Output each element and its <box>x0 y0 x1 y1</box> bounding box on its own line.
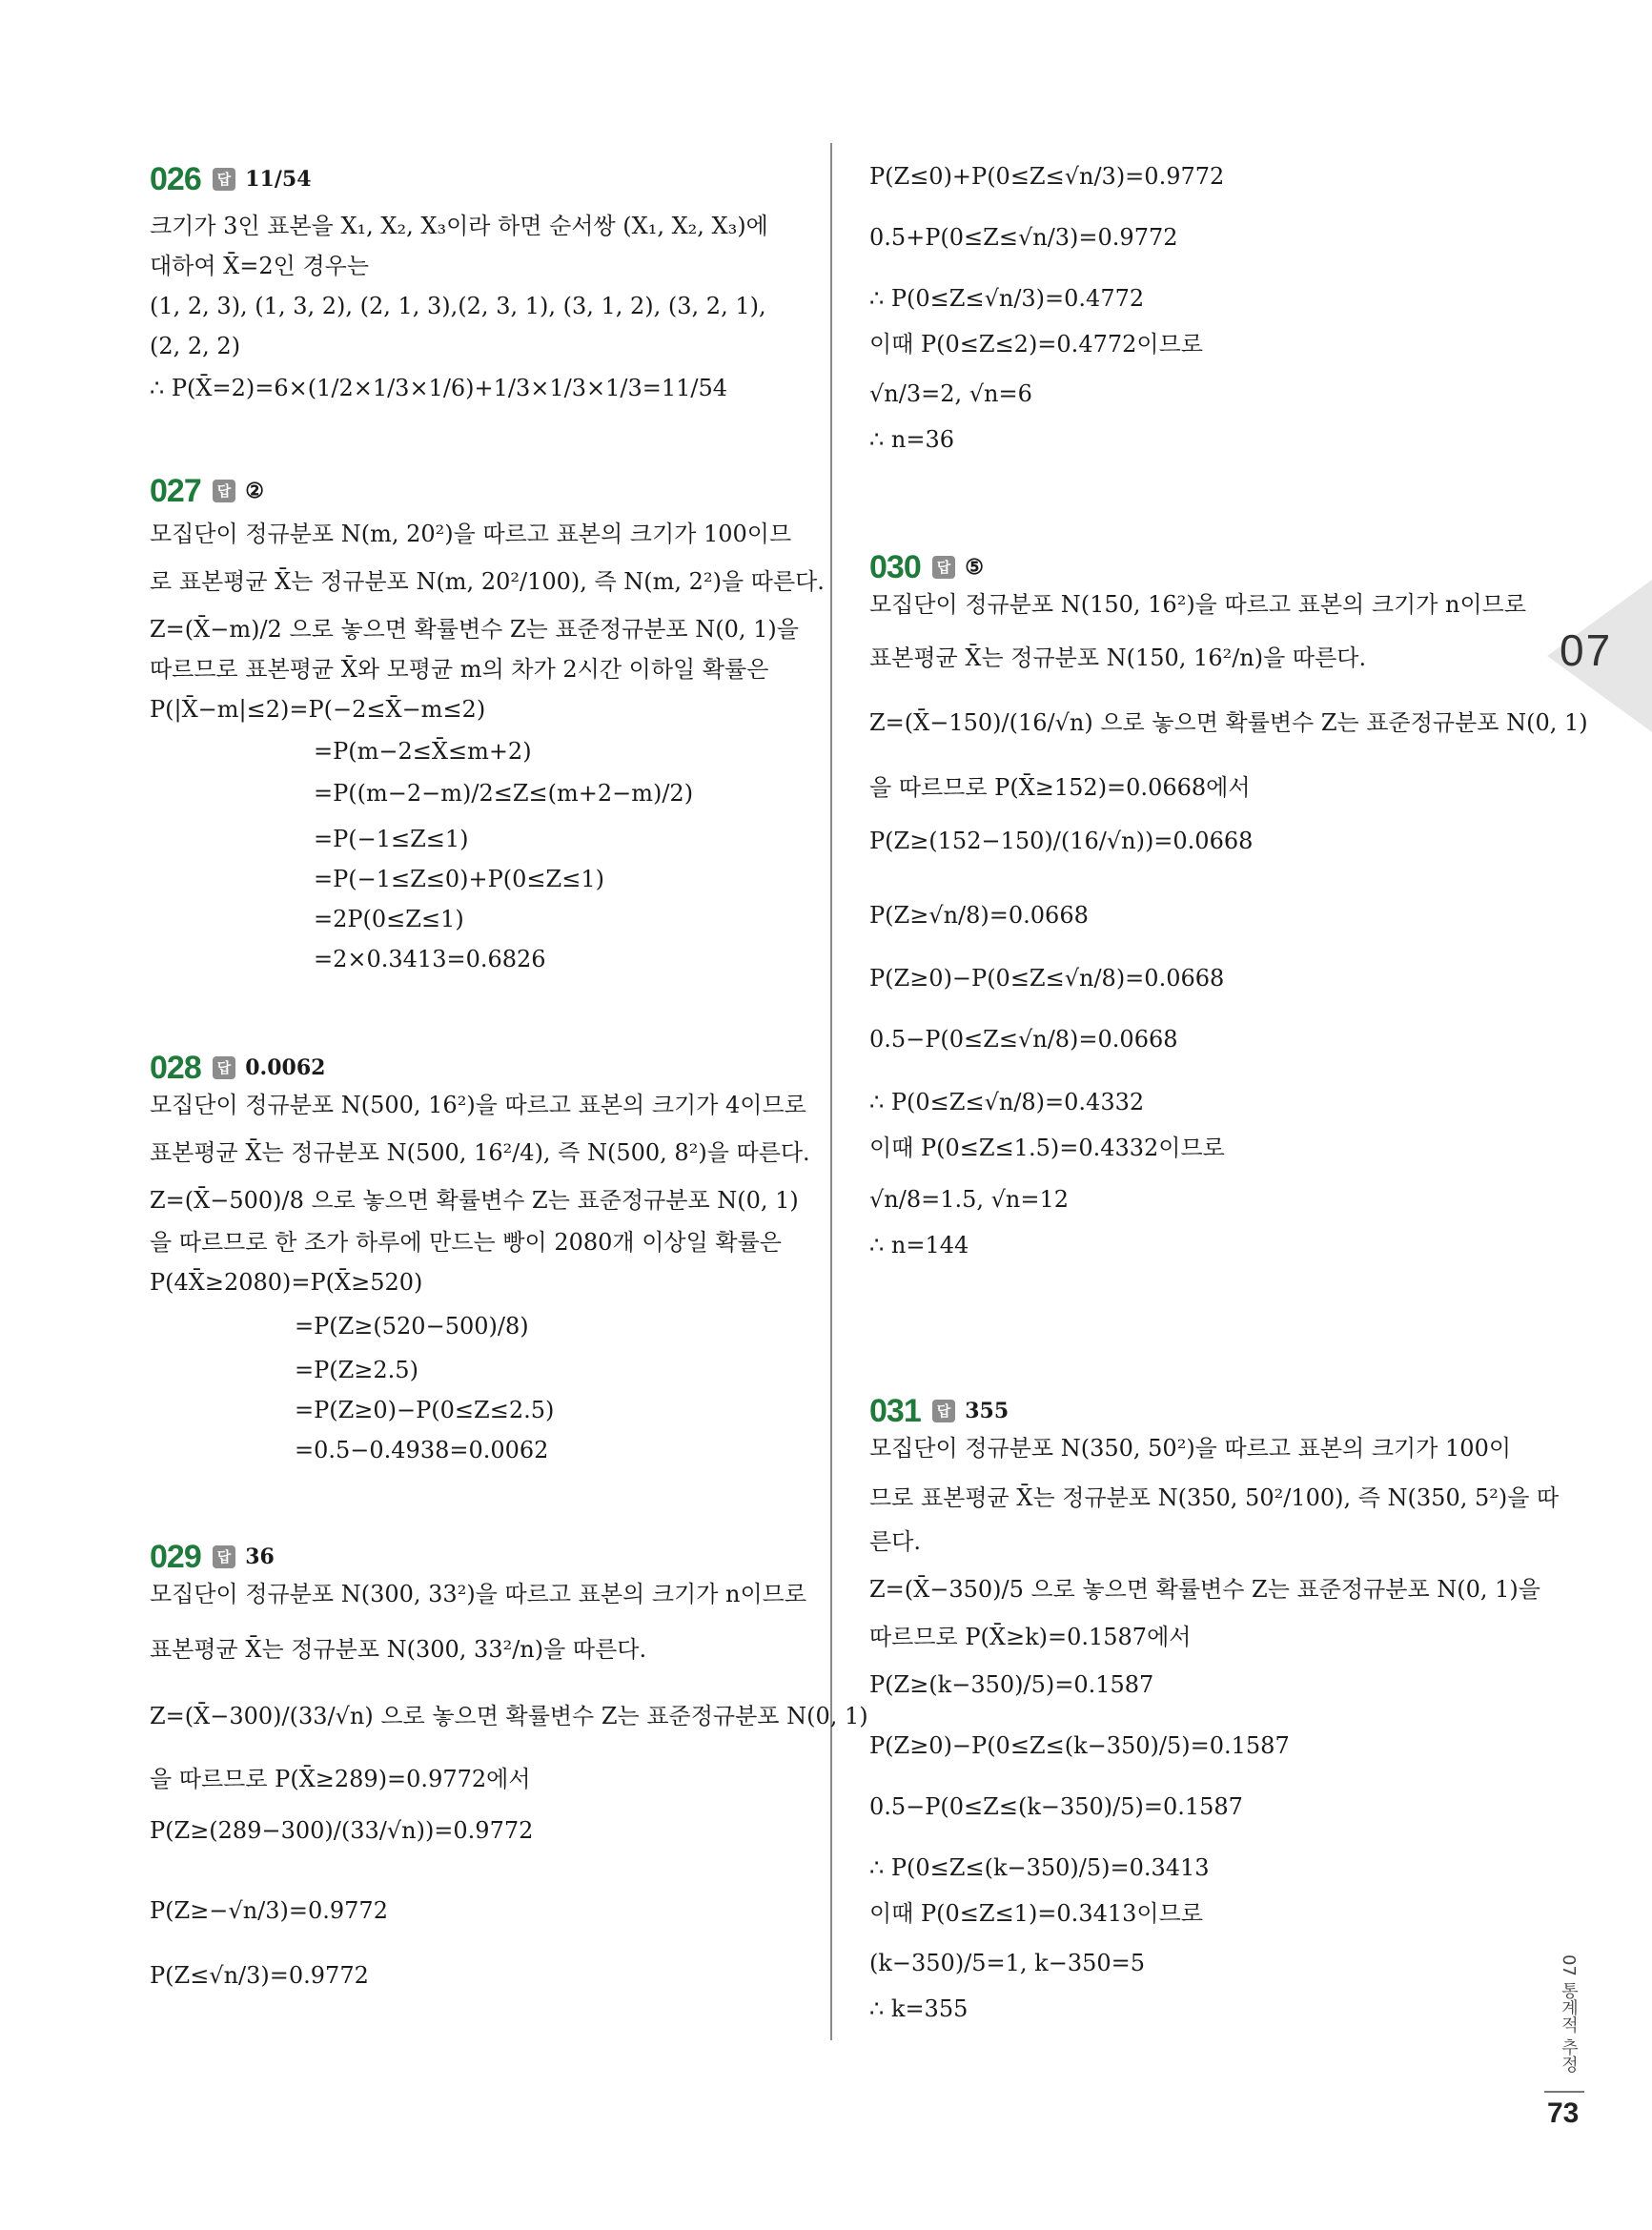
solution-line: √n/3=2, √n=6 <box>869 380 1032 407</box>
solution-line: =P(m−2≤X̄≤m+2) <box>314 738 532 765</box>
solution-line: =2×0.3413=0.6826 <box>314 946 546 972</box>
solution-line: Z=(X̄−m)/2 으로 놓으면 확률변수 Z는 표준정규분포 N(0, 1)을 <box>150 616 799 643</box>
solution-line: (1, 2, 3), (1, 3, 2), (2, 1, 3),(2, 3, 1), (3, 1, 2), (3, 2, 1), <box>150 293 766 319</box>
solution-line: ∴ k=355 <box>869 1995 969 2022</box>
solution-line: 따르므로 표본평균 X̄와 모평균 m의 차가 2시간 이하일 확률은 <box>150 656 769 683</box>
problem-header <box>150 1528 798 1586</box>
solution-line: 모집단이 정규분포 N(500, 16²)을 따르고 표본의 크기가 4이므로 <box>150 1092 806 1118</box>
problem-number: 026 <box>150 160 201 197</box>
answer-badge: 답 <box>213 480 236 502</box>
solution-line: 모집단이 정규분포 N(300, 33²)을 따르고 표본의 크기가 n이므로 <box>150 1581 807 1607</box>
solution-line: ∴ P(X̄=2)=6×(1/2×1/3×1/6)+1/3×1/3×1/3=11/54 <box>150 375 728 401</box>
solution-line: P(Z≥−√n/3)=0.9772 <box>150 1897 388 1924</box>
solution-line: 크기가 3인 표본을 X₁, X₂, X₃이라 하면 순서쌍 (X₁, X₂, X₃)에 <box>150 213 768 239</box>
solution-line: =2P(0≤Z≤1) <box>314 906 464 932</box>
solution-line: (k−350)/5=1, k−350=5 <box>869 1950 1146 1976</box>
solution-line: 을 따르므로 한 조가 하루에 만드는 빵이 2080개 이상일 확률은 <box>150 1229 782 1256</box>
answer-badge: 답 <box>932 1400 956 1422</box>
solution-line: 로 표본평균 X̄는 정규분포 N(m, 20²/100), 즉 N(m, 2²)을 따른다. <box>150 568 825 595</box>
solution-line: 이때 P(0≤Z≤1)=0.3413이므로 <box>869 1900 1203 1927</box>
solution-line: =P(Z≥(520−500)/8) <box>295 1313 529 1340</box>
problem-027 <box>150 462 825 972</box>
solution-line: P(Z≥(152−150)/(16/√n))=0.0668 <box>869 828 1254 854</box>
problem-026 <box>150 151 798 401</box>
solution-line: 표본평균 X̄는 정규분포 N(150, 16²/n)을 따른다. <box>869 644 1367 671</box>
answer-value: 355 <box>965 1399 1010 1423</box>
answer-badge: 답 <box>213 168 236 191</box>
answer-value: ⑤ <box>965 555 984 580</box>
answer-value: 36 <box>245 1545 275 1569</box>
chapter-side-label: 07 통계적 추정 <box>1559 1954 1579 2074</box>
solution-line: ∴ P(0≤Z≤√n/8)=0.4332 <box>869 1089 1145 1115</box>
solution-line: =0.5−0.4938=0.0062 <box>295 1437 549 1463</box>
solution-line: ∴ n=144 <box>869 1232 969 1258</box>
solution-line: Z=(X̄−500)/8 으로 놓으면 확률변수 Z는 표준정규분포 N(0, 1) <box>150 1187 799 1214</box>
solution-line: P(|X̄−m|≤2)=P(−2≤X̄−m≤2) <box>150 696 486 723</box>
solution-line: 따르므로 P(X̄≥k)=0.1587에서 <box>869 1624 1192 1650</box>
solution-line: 표본평균 X̄는 정규분포 N(300, 33²/n)을 따른다. <box>150 1636 647 1663</box>
solution-line: Z=(X̄−150)/(16/√n) 으로 놓으면 확률변수 Z는 표준정규분포 N(0, 1) <box>869 709 1588 736</box>
solution-line: P(Z≥√n/8)=0.0668 <box>869 902 1089 929</box>
solution-line: 0.5−P(0≤Z≤√n/8)=0.0668 <box>869 1026 1178 1053</box>
page-number: 73 <box>1547 2097 1580 2129</box>
solution-line: (2, 2, 2) <box>150 333 241 359</box>
problem-number: 027 <box>150 472 201 509</box>
chapter-tab-label: 07 <box>1560 625 1613 675</box>
answer-badge: 답 <box>213 1545 236 1568</box>
answer-value: 11/54 <box>245 167 312 192</box>
solution-line: 을 따르므로 P(X̄≥289)=0.9772에서 <box>150 1766 531 1792</box>
solution-line: P(Z≥(289−300)/(33/√n))=0.9772 <box>150 1817 534 1844</box>
solution-line: 표본평균 X̄는 정규분포 N(500, 16²/4), 즉 N(500, 8²)을 따른다. <box>150 1139 810 1166</box>
solution-line: ∴ n=36 <box>869 426 955 453</box>
solution-line: P(Z≥(k−350)/5)=0.1587 <box>869 1671 1154 1698</box>
solution-line: =P(−1≤Z≤0)+P(0≤Z≤1) <box>314 866 604 892</box>
solution-line: =P(Z≥2.5) <box>295 1357 418 1383</box>
answer-value: ② <box>245 479 264 503</box>
solution-line: P(4X̄≥2080)=P(X̄≥520) <box>150 1269 423 1296</box>
solution-line: ∴ P(0≤Z≤(k−350)/5)=0.3413 <box>869 1854 1210 1881</box>
problem-header <box>150 462 798 520</box>
solution-line: 0.5−P(0≤Z≤(k−350)/5)=0.1587 <box>869 1793 1243 1820</box>
solution-line: 므로 표본평균 X̄는 정규분포 N(350, 50²/100), 즉 N(350, 5²)을 따 <box>869 1484 1560 1511</box>
solution-line: P(Z≥0)−P(0≤Z≤(k−350)/5)=0.1587 <box>869 1732 1290 1759</box>
solution-line: P(Z≤√n/3)=0.9772 <box>150 1962 369 1989</box>
solution-line: 을 따르므로 P(X̄≥152)=0.0668에서 <box>869 774 1251 801</box>
problem-028 <box>150 1039 810 1463</box>
solution-line: 이때 P(0≤Z≤1.5)=0.4332이므로 <box>869 1135 1225 1161</box>
solution-line: =P((m−2−m)/2≤Z≤(m+2−m)/2) <box>314 780 694 807</box>
problem-029 <box>150 1528 868 1989</box>
solution-line: √n/8=1.5, √n=12 <box>869 1186 1070 1213</box>
footer-rule <box>1544 2091 1584 2093</box>
problem-header <box>869 539 1518 596</box>
problem-number: 030 <box>869 548 921 585</box>
solution-line: Z=(X̄−350)/5 으로 놓으면 확률변수 Z는 표준정규분포 N(0, 1)을 <box>869 1576 1540 1603</box>
solution-line: 이때 P(0≤Z≤2)=0.4772이므로 <box>869 331 1203 358</box>
answer-badge: 답 <box>213 1056 236 1079</box>
problem-031 <box>869 1382 1560 2022</box>
solution-line: 0.5+P(0≤Z≤√n/3)=0.9772 <box>869 224 1178 251</box>
solution-line: P(Z≥0)−P(0≤Z≤√n/8)=0.0668 <box>869 965 1225 992</box>
solution-line: =P(Z≥0)−P(0≤Z≤2.5) <box>295 1397 555 1423</box>
solution-line: 대하여 X̄=2인 경우는 <box>150 253 370 279</box>
solution-line: 모집단이 정규분포 N(350, 50²)을 따르고 표본의 크기가 100이 <box>869 1435 1512 1462</box>
problem-number: 028 <box>150 1049 201 1086</box>
column-divider <box>830 143 832 2040</box>
problem-header <box>150 1039 798 1096</box>
answer-value: 0.0062 <box>245 1055 326 1080</box>
solution-line: =P(−1≤Z≤1) <box>314 826 469 852</box>
solution-line: ∴ P(0≤Z≤√n/3)=0.4772 <box>869 285 1145 312</box>
solution-line: 른다. <box>869 1528 921 1555</box>
solution-line: Z=(X̄−300)/(33/√n) 으로 놓으면 확률변수 Z는 표준정규분포 N(0, 1) <box>150 1703 868 1729</box>
problem-header <box>869 1382 1518 1440</box>
solution-line: 모집단이 정규분포 N(m, 20²)을 따르고 표본의 크기가 100이므 <box>150 521 792 547</box>
problem-number: 031 <box>869 1392 921 1429</box>
solution-line: 모집단이 정규분포 N(150, 16²)을 따르고 표본의 크기가 n이므로 <box>869 591 1527 618</box>
solution-line: P(Z≤0)+P(0≤Z≤√n/3)=0.9772 <box>869 163 1225 190</box>
answer-badge: 답 <box>932 556 956 579</box>
problem-header <box>150 151 798 208</box>
problem-number: 029 <box>150 1538 201 1575</box>
